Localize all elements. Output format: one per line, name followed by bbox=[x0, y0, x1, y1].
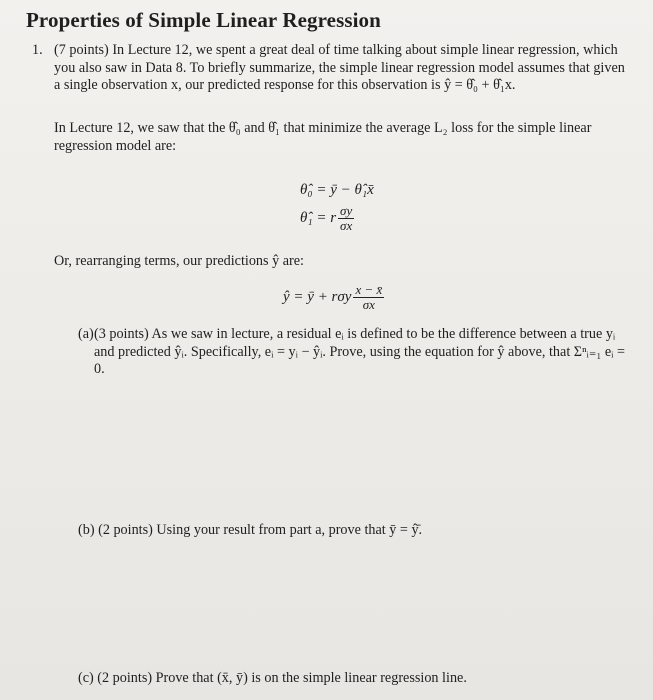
question-1-intro: In Lecture 12, we saw that the θ̂₀ and θ̂₁ that minimize the average L₂ loss for the simple linear regression model are: bbox=[54, 120, 592, 154]
fraction-denominator: σx bbox=[340, 218, 353, 233]
part-a-text: (3 points) As we saw in lecture, a residual eᵢ is defined to be the difference between a true yᵢ and predicted ŷᵢ. Specifically, eᵢ = yᵢ − ŷᵢ. Prove, using the equation for ŷ above, that Σⁿᵢ₌₁ eᵢ = 0. bbox=[94, 326, 626, 377]
equation-theta0: θ̂₀ = ȳ − θ̂₁x̄ bbox=[300, 182, 374, 198]
part-b: (b) (2 points) Using your result from part a, prove that ȳ = ŷ̄. bbox=[78, 522, 423, 538]
part-a bbox=[78, 326, 638, 379]
part-c: (c) (2 points) Prove that (x̄, ȳ) is on the simple linear regression line. bbox=[78, 670, 467, 686]
question-1-text: (7 points) In Lecture 12, we spent a great deal of time talking about simple linear regression, which you also saw in Data 8. To briefly summarize, the simple linear regression model assumes that given a single observation x, our predicted response for this observation is ŷ = θ̂₀ + θ̂₁x. bbox=[54, 42, 625, 93]
fraction-denominator: σx bbox=[353, 297, 384, 312]
equation-theta1-fraction bbox=[338, 204, 354, 233]
question-number: 1. bbox=[32, 42, 43, 58]
part-a-label: (a) bbox=[78, 326, 94, 342]
page-title: Properties of Simple Linear Regression bbox=[26, 8, 381, 32]
fraction-numerator: x − x̄ bbox=[355, 282, 383, 297]
equation-yhat bbox=[283, 283, 386, 312]
question-1 bbox=[32, 42, 632, 95]
rearrange-text: Or, rearranging terms, our predictions ŷ are: bbox=[54, 253, 304, 269]
equation-yhat-fraction bbox=[353, 283, 384, 312]
equation-yhat-lhs: ŷ = ȳ + rσy bbox=[283, 288, 352, 305]
fraction-numerator: σy bbox=[340, 203, 353, 218]
equation-theta1 bbox=[300, 204, 356, 233]
equation-theta1-lhs: θ̂₁ = r bbox=[300, 209, 337, 226]
